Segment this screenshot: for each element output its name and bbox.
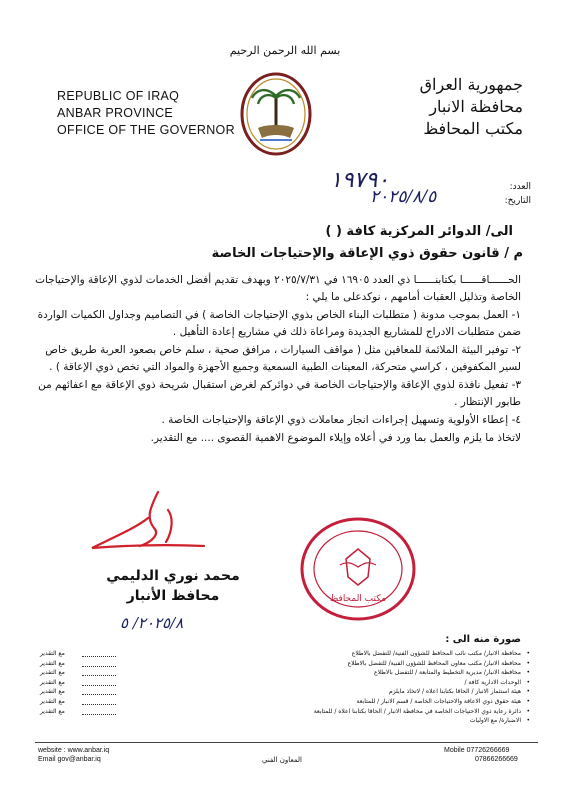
cc-list xyxy=(40,650,530,727)
letterhead-province-ar: محافظة الانبار xyxy=(429,97,523,116)
cc-item: • محافظة الانبار/ مكتب نائب المحافظ للشؤون الفنية/ للتفضل بالاطلاع مع التقدير xyxy=(40,650,530,657)
date-label: التاريخ: xyxy=(504,196,531,206)
footer-email: Email gov@anbar.iq xyxy=(38,756,101,763)
footer-phone xyxy=(444,746,518,764)
letter-body xyxy=(22,272,521,448)
footer-assistant: المعاون الفني xyxy=(262,756,302,764)
reference-number: ١٩٧٩٠ xyxy=(330,168,390,193)
cc-item: • الاضبارة/ مع الاوليات xyxy=(469,717,530,725)
basmala: بسم الله الرحمن الرحيم xyxy=(229,44,341,57)
recipient-line: الى/ الدوائر المركزية كافة ( ) xyxy=(325,224,513,239)
body-point-3: ٣- تفعيل نافذة لذوي الإعاقة والإحتياجات الخاصة في دوائركم لغرض استقبال شريحة ذوي الإعاقة مع اعفائهم من طابور الإنتظار . xyxy=(38,379,521,408)
handwritten-signature xyxy=(88,488,208,568)
footer-website: website : www.anbar.iq xyxy=(38,747,110,754)
footer-mobile-1: Mobile 07726266669 xyxy=(444,747,510,754)
svg-text:مكتب المحافظ: مكتب المحافظ xyxy=(329,594,387,604)
cc-item: • هيئة حقوق ذوي الاعاقة والاحتياجات الخاصة / قسم الانبار / للمتابعة مع التقدير xyxy=(40,697,530,705)
cc-title: صورة منه الى : xyxy=(445,634,521,645)
letterhead-office-ar: مكتب المحافظ xyxy=(423,119,523,138)
letterhead-office: OFFICE OF THE GOVERNOR xyxy=(57,123,235,137)
english-letterhead xyxy=(57,88,235,139)
body-intro: الحــــــاقــــــا بكتابنــــــا ذي العدد ١٦٩٠٥ في ٢٠٢٥/٧/٣١ وبهدف تقديم أفضل الخدمات لذوي الإعاقة والإحتياجات الخاصة وتذليل العقبات أمامهم ، نوكدعلى ما يلي : xyxy=(35,274,521,303)
subject-line: م / قانون حقوق ذوي الإعاقة والإحتياجات الخاصة xyxy=(211,246,523,261)
cc-item: • محافظة الانبار/ مديرية التخطيط والمتابعة / للتفضل بالاطلاع مع التقدير xyxy=(40,669,530,677)
footer-mobile-2: 07866266669 xyxy=(475,756,518,763)
body-point-4: ٤- إعطاء الأولوية وتسهيل إجراءات انجاز معاملات ذوي الإعاقة والإحتياجات الخاصة . xyxy=(161,414,521,426)
footer-contact xyxy=(38,746,109,764)
number-label: العدد: xyxy=(509,182,531,192)
office-seal xyxy=(298,515,418,623)
cc-item: • محافظة الانبار/ مكتب معاون المحافظ للشؤون الفنية/ للتفضل بالاطلاع مع التقدير xyxy=(40,659,530,667)
footer-divider xyxy=(35,742,538,743)
body-point-1: ١- العمل بموجب مدونة ( متطلبات البناء الخاص بذوي الإحتياجات الخاصة ) في التصاميم وجداول الكميات الواردة ضمن متطلبات الادراج للمشاريع الجديدة ومراعاة ذلك في مشاريع إعادة التأهيل . xyxy=(37,309,521,338)
governorate-emblem xyxy=(238,72,314,162)
cc-item: • دائرة رعاية ذوي الاحتياجات الخاصة في محافظة الانبار / الحاقا بكتابنا اعلاه / للمتابعة مع التقدير xyxy=(40,707,530,715)
cc-item: • الوحدات الادارية كافة / مع التقدير xyxy=(40,678,530,686)
signature-date: ٢٠٢٥/٨/ ٥ xyxy=(120,614,184,632)
body-point-2: ٢- توفير البيئة الملائمة للمعاقين مثل ( مواقف السيارات ، مرافق صحية ، سلم خاص بصعود العربة طريق خاص لسير المكفوفين ، كراسي متحركة، المعينات الطبية السمعية وجميع الأجهزة والمواد التي تخص ذوي الإعاقة ) . xyxy=(45,344,521,373)
cc-item: • هيئة استثمار الانبار / الحاقا بكتابنا اعلاه / لاتخاذ مايلزم مع التقدير xyxy=(40,688,530,696)
body-closing: لاتخاذ ما يلزم والعمل بما ورد في أعلاه وإيلاء الموضوع الاهمية القصوى .... مع التقدير. xyxy=(150,432,521,444)
letter-date: ٢٠٢٥/٨/٥ xyxy=(370,187,437,207)
letterhead-country-ar: جمهورية العراق xyxy=(419,75,523,94)
arabic-letterhead xyxy=(383,74,523,140)
signatory-title: محافظ الأنبار xyxy=(126,588,220,604)
signatory-name: محمد نوري الدليمي xyxy=(106,568,240,584)
letterhead-country: REPUBLIC OF IRAQ xyxy=(57,89,180,103)
letterhead-province: ANBAR PROVINCE xyxy=(57,106,174,120)
